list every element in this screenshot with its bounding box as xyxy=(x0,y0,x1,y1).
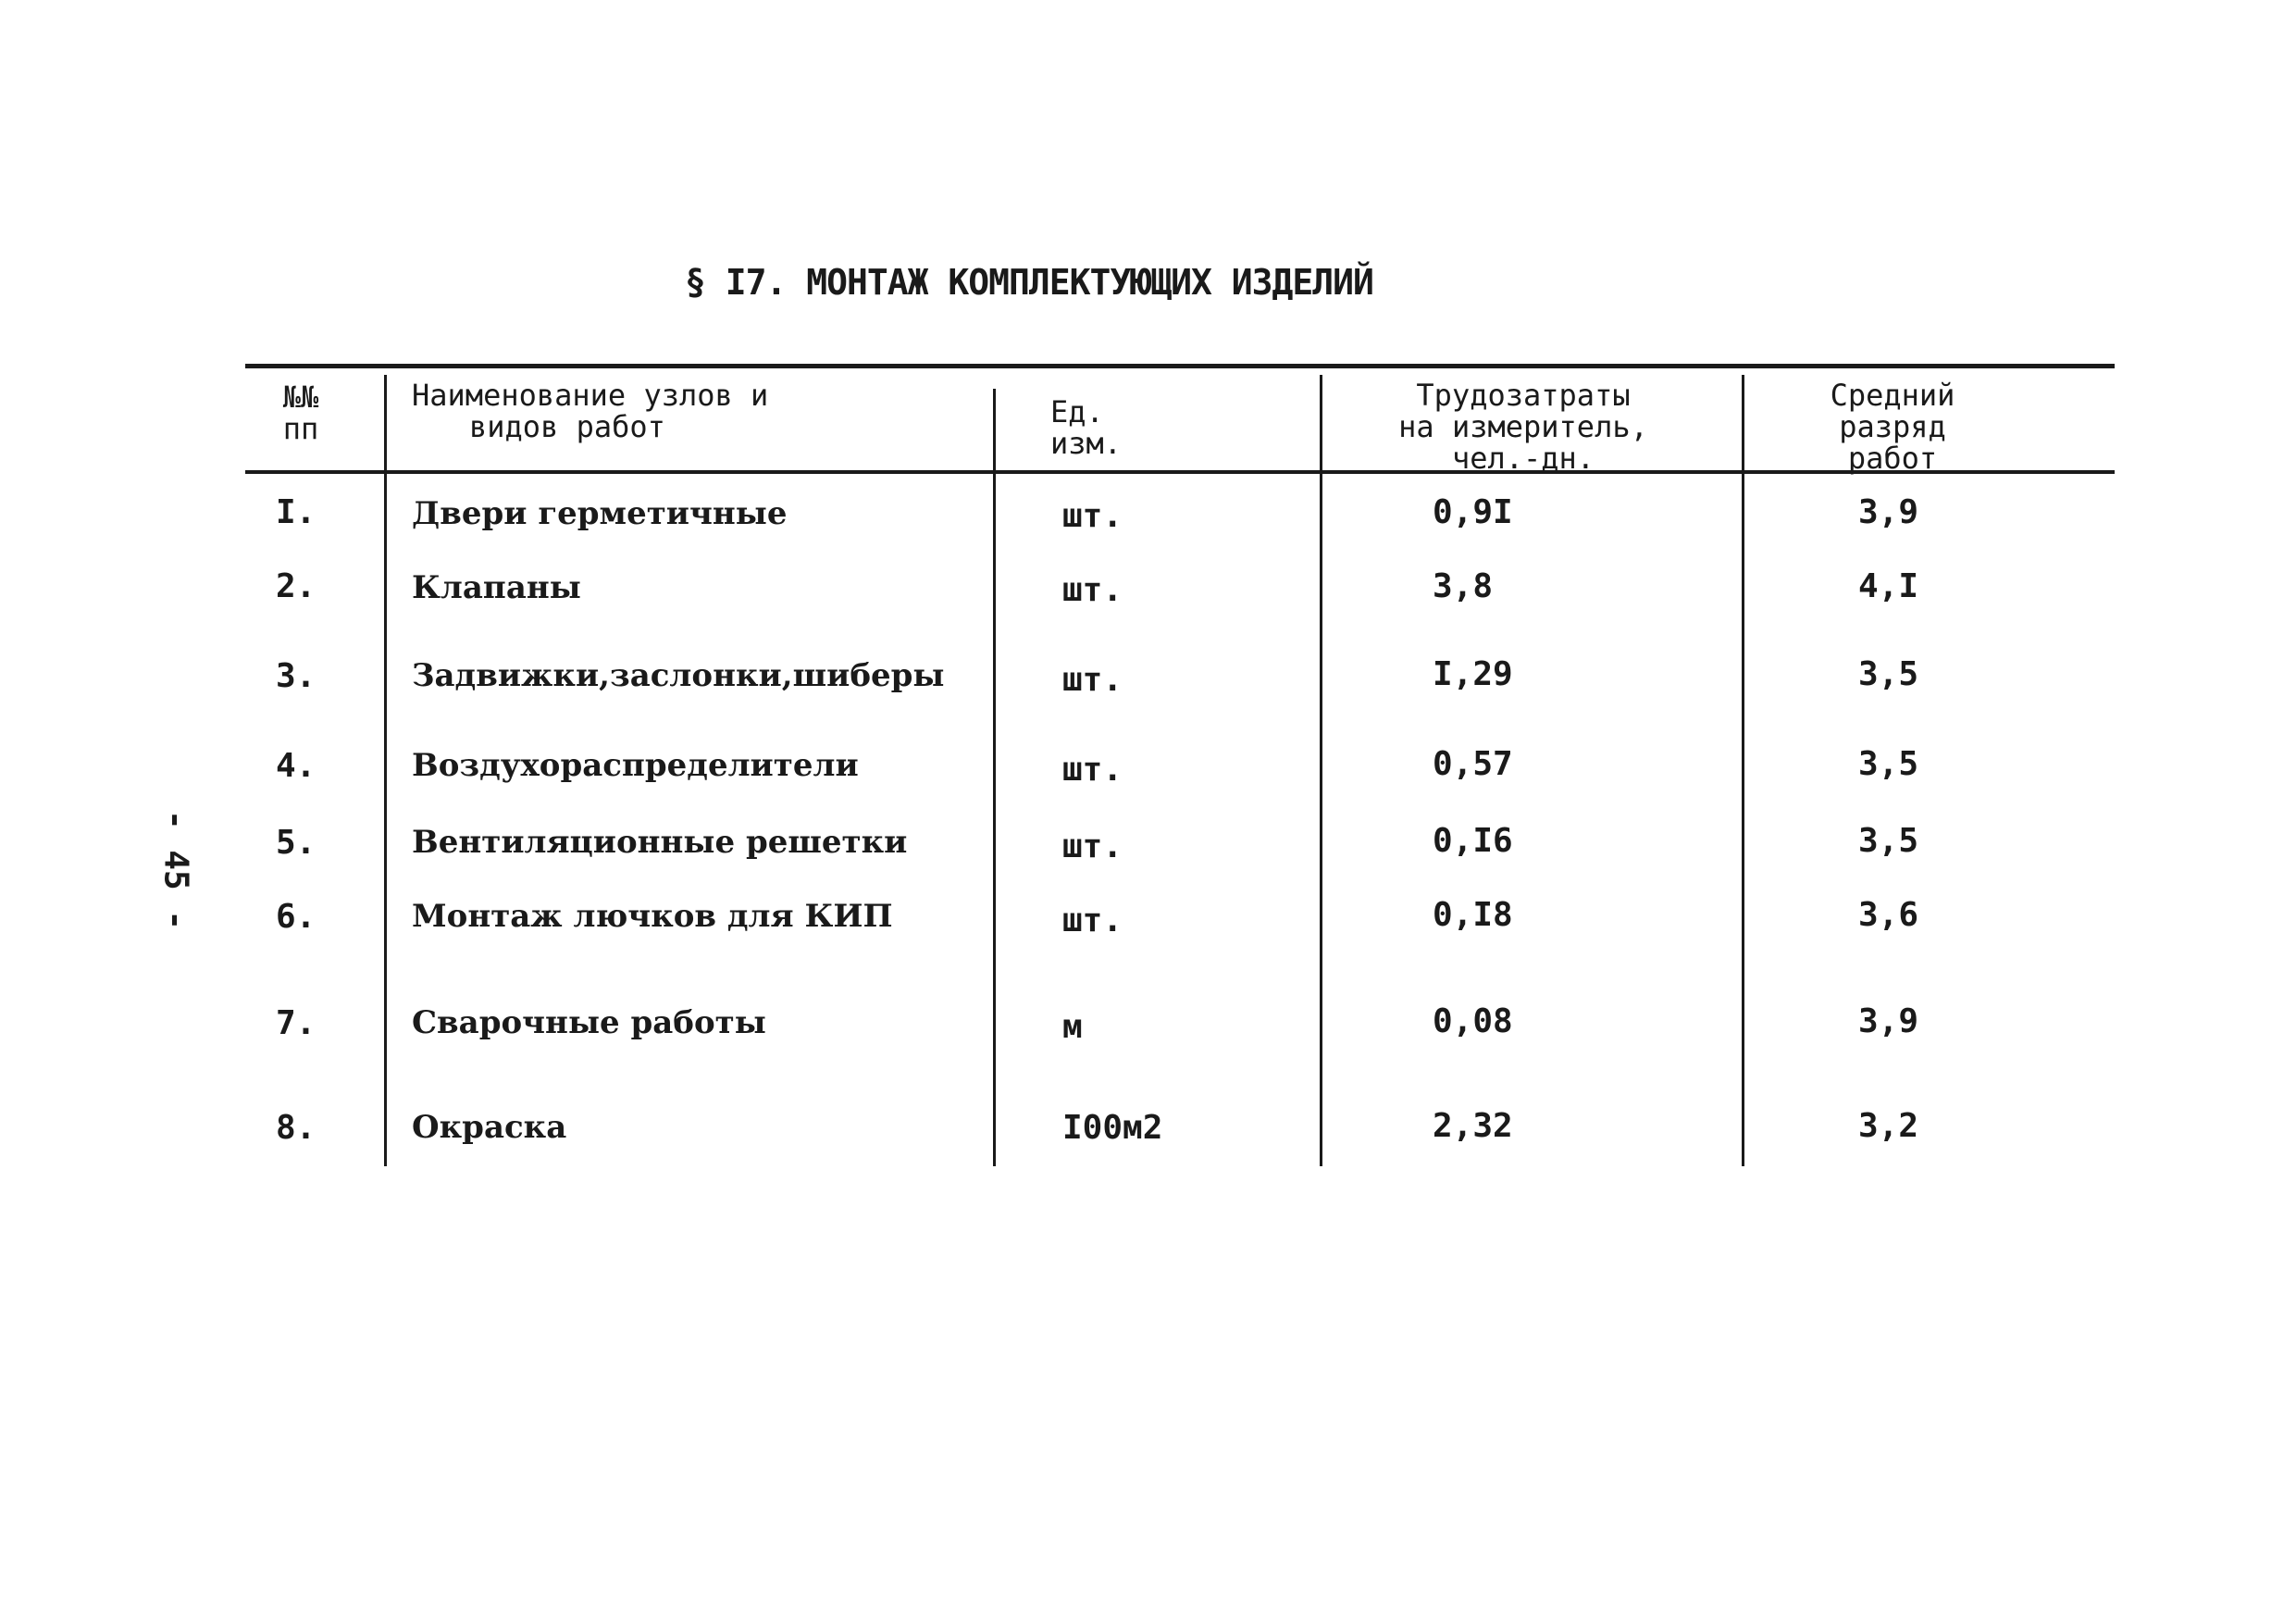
header-unit: Ед. изм. xyxy=(1050,394,1123,461)
row-labor: 0,I6 xyxy=(1433,822,1513,860)
row-labor: 0,08 xyxy=(1433,1002,1513,1040)
row-number: 6. xyxy=(276,898,316,936)
row-number: I. xyxy=(276,493,316,531)
row-grade: 3,9 xyxy=(1858,493,1919,531)
row-name: Монтаж лючков для КИП xyxy=(412,898,893,935)
column-divider xyxy=(384,375,387,1166)
row-number: 4. xyxy=(276,747,316,785)
row-name: Вентиляционные решетки xyxy=(412,824,908,861)
row-name: Воздухораспределители xyxy=(412,747,859,784)
row-grade: 4,I xyxy=(1858,567,1919,605)
header-name: Наименование узлов и видов работ xyxy=(412,378,769,444)
row-unit: шт. xyxy=(1062,827,1123,865)
column-divider xyxy=(1320,375,1322,1166)
row-grade: 3,6 xyxy=(1858,896,1919,934)
row-number: 5. xyxy=(276,824,316,862)
column-divider xyxy=(993,389,996,1166)
row-name: Сварочные работы xyxy=(412,1004,766,1041)
row-grade: 3,5 xyxy=(1858,822,1919,860)
row-unit: шт. xyxy=(1062,751,1123,789)
row-name: Задвижки,заслонки,шиберы xyxy=(412,657,945,694)
row-unit: шт. xyxy=(1062,661,1123,699)
row-name: Окраска xyxy=(412,1109,567,1146)
row-unit: шт. xyxy=(1062,902,1123,939)
row-name: Двери герметичные xyxy=(412,495,788,532)
row-labor: 3,8 xyxy=(1433,567,1494,605)
header-labor: Трудозатраты на измеритель, чел.-дн. xyxy=(1398,378,1648,476)
section-title: § I7. МОНТАЖ КОМПЛЕКТУЮЩИХ ИЗДЕЛИЙ xyxy=(685,262,1373,303)
row-labor: 0,57 xyxy=(1433,745,1513,783)
row-unit: шт. xyxy=(1062,571,1123,609)
header-grade: Средний разряд работ xyxy=(1830,378,1955,476)
row-number: 3. xyxy=(276,657,316,695)
row-labor: I,29 xyxy=(1433,655,1513,693)
header-number: №№ пп xyxy=(282,379,319,446)
row-number: 2. xyxy=(276,567,316,605)
row-number: 8. xyxy=(276,1109,316,1147)
row-unit: шт. xyxy=(1062,497,1123,535)
row-grade: 3,5 xyxy=(1858,655,1919,693)
row-labor: 0,I8 xyxy=(1433,896,1513,934)
row-grade: 3,5 xyxy=(1858,745,1919,783)
row-name: Клапаны xyxy=(412,569,581,606)
row-labor: 0,9I xyxy=(1433,493,1513,531)
row-number: 7. xyxy=(276,1004,316,1042)
column-divider xyxy=(1742,375,1744,1166)
row-labor: 2,32 xyxy=(1433,1107,1513,1145)
table-top-rule xyxy=(245,364,2115,368)
row-unit: м xyxy=(1062,1008,1083,1046)
page-number: - 45 - xyxy=(156,809,195,931)
row-grade: 3,2 xyxy=(1858,1107,1919,1145)
row-grade: 3,9 xyxy=(1858,1002,1919,1040)
row-unit: I00м2 xyxy=(1062,1109,1163,1147)
